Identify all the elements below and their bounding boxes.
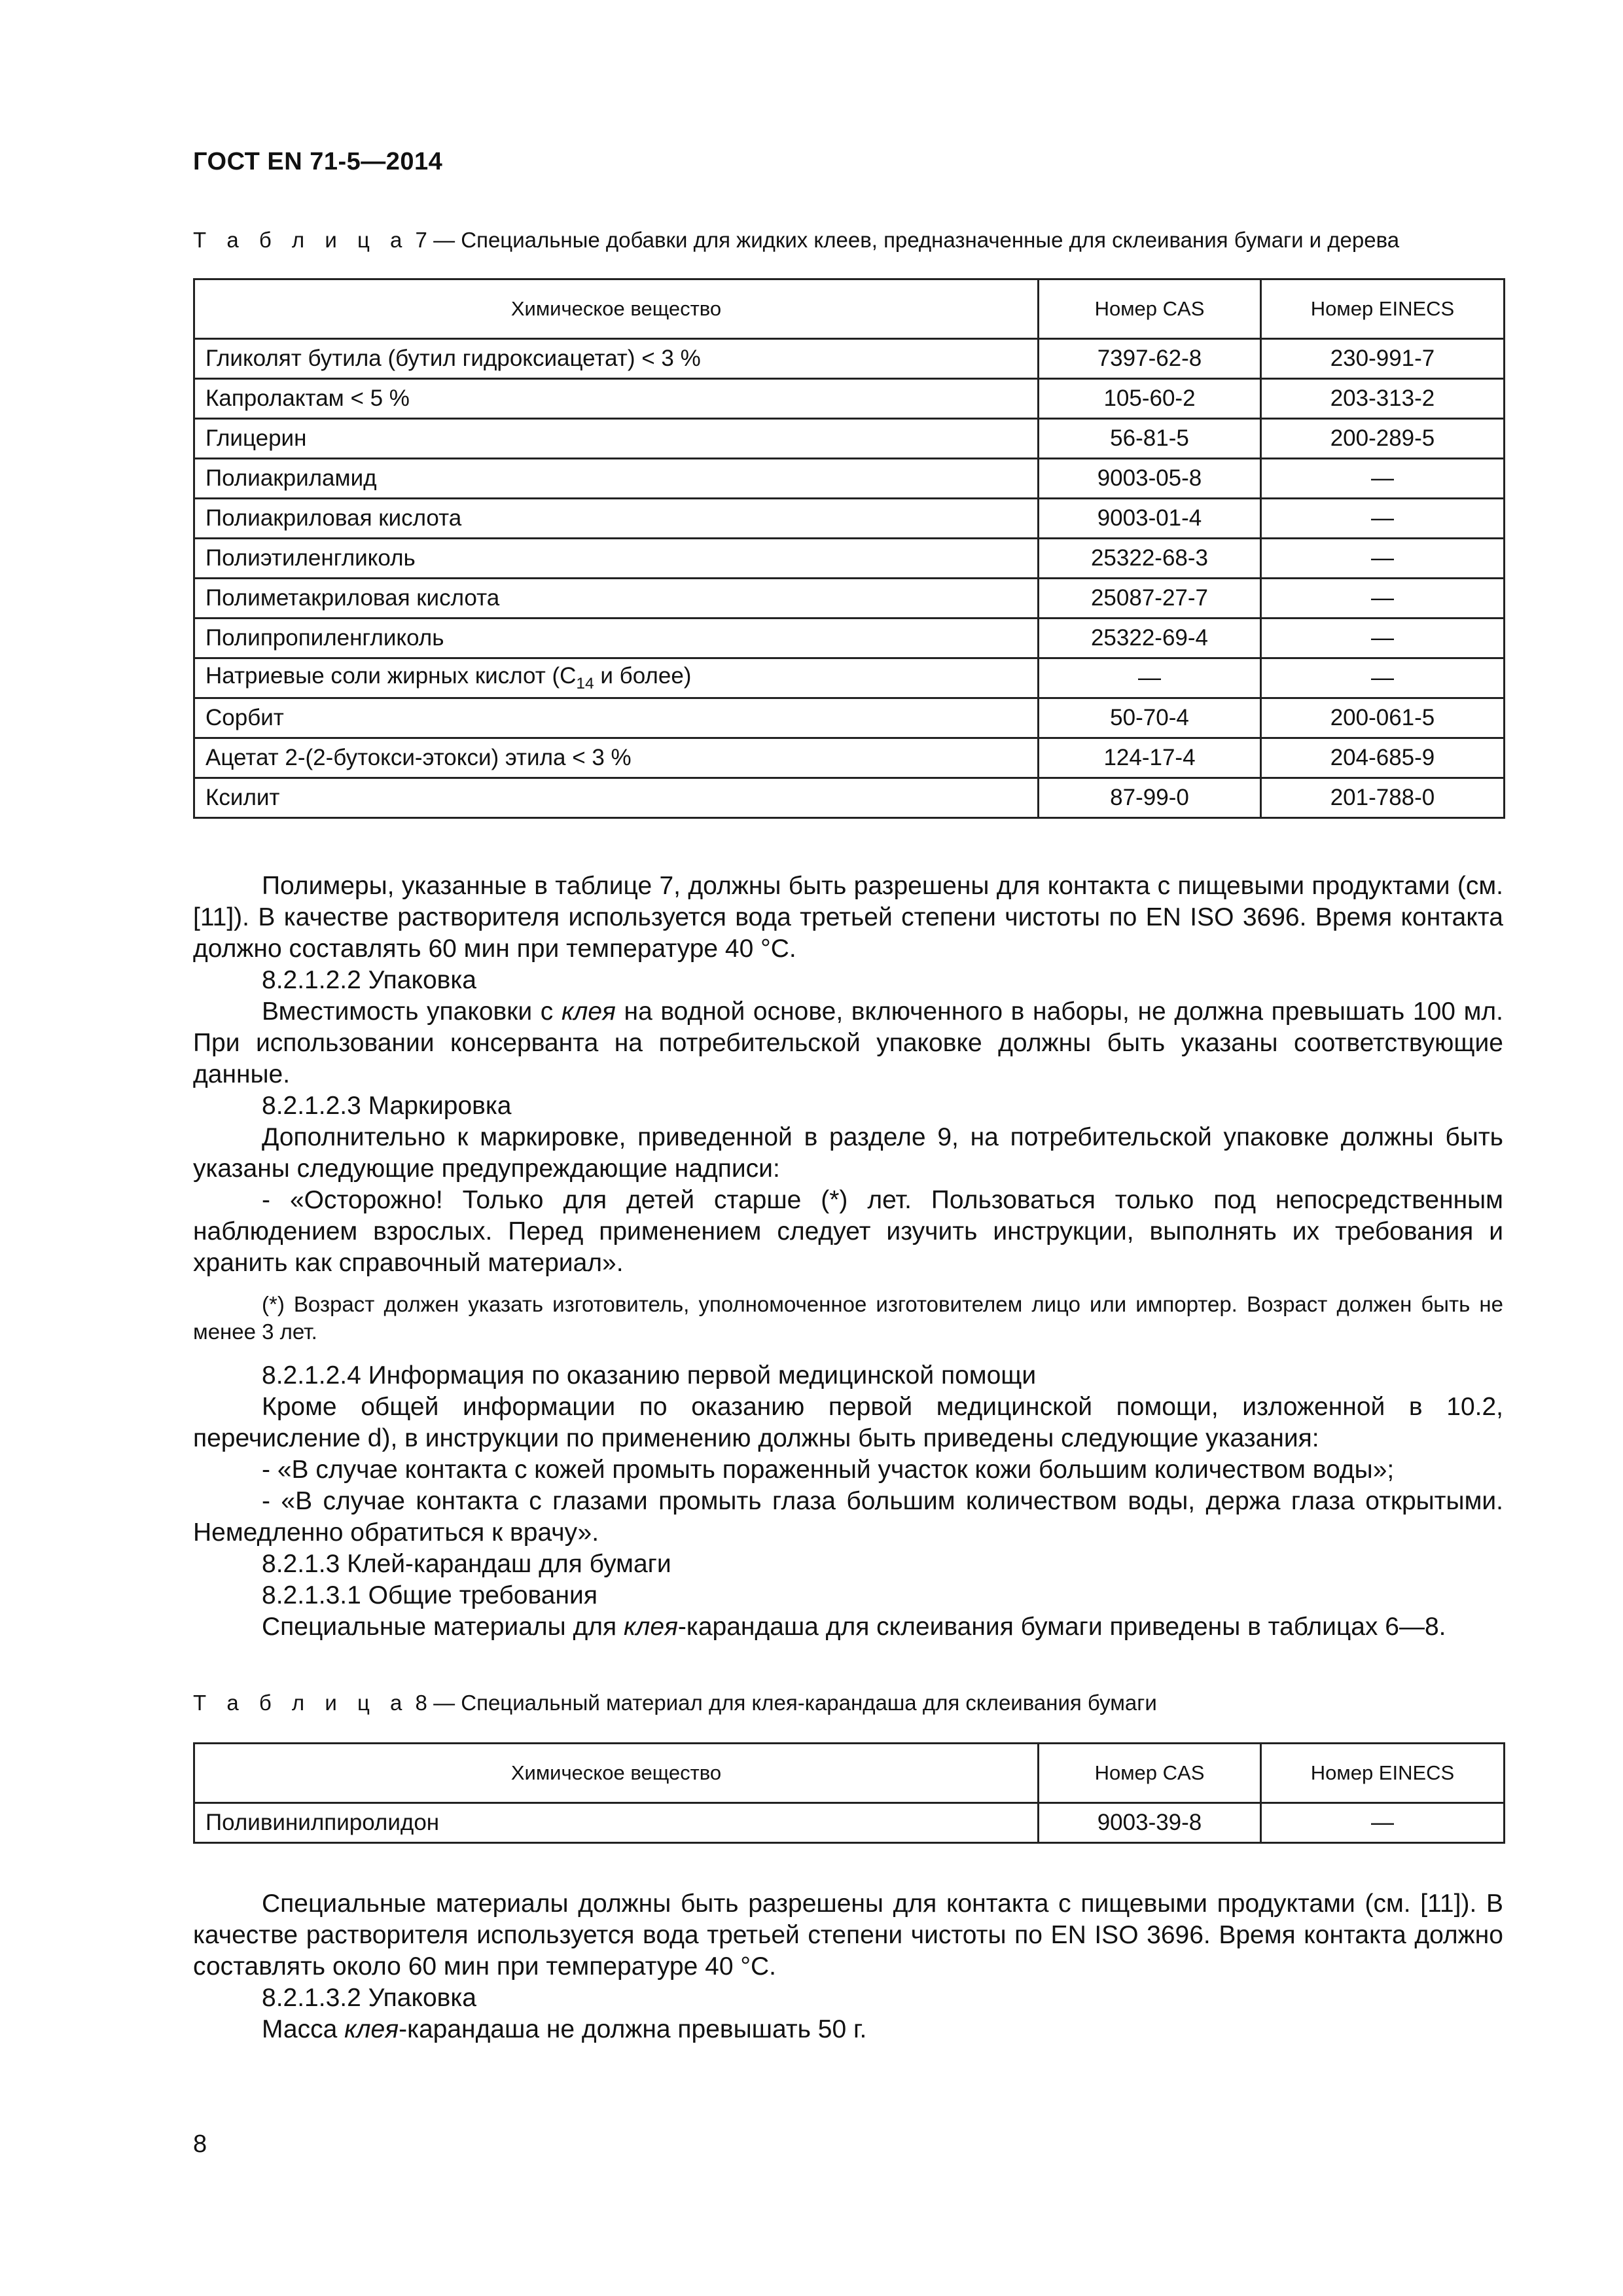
- table-row: [194, 539, 1505, 579]
- cas-cell: 9003-01-4: [1039, 499, 1261, 539]
- substance-cell: Полиэтиленгликоль: [194, 539, 1039, 579]
- substance-cell: Ксилит: [194, 778, 1039, 818]
- table7-header-row: [194, 279, 1505, 339]
- table8-header-substance: Химическое вещество: [194, 1744, 1039, 1803]
- paragraph: Масса клея-карандаша не должна превышать 50 г.: [262, 2015, 867, 2043]
- page-number: 8: [193, 2130, 207, 2158]
- substance-cell: Натриевые соли жирных кислот ($C_{14}$ и более): [194, 658, 1039, 698]
- section-heading-8-2-1-2-2: 8.2.1.2.2 Упаковка: [262, 966, 476, 994]
- einecs-cell: 204-685-9: [1261, 738, 1505, 778]
- body-text-section-2: [193, 1888, 1503, 2045]
- cas-cell: 124-17-4: [1039, 738, 1261, 778]
- paragraph: Кроме общей информации по оказанию первой медицинской помощи, изложенной в 10.2, перечисление d), в инструкции по применению должны быть приведены следующие указания:: [193, 1393, 1503, 1452]
- table8-header-row: [194, 1744, 1505, 1803]
- table8-header-cas: Номер CAS: [1039, 1744, 1261, 1803]
- paragraph: - «В случае контакта с глазами промыть глаза большим количеством воды, держа глаза открытыми. Немедленно обратиться к врачу».: [193, 1487, 1503, 1547]
- substance-cell: Глицерин: [194, 419, 1039, 459]
- table-row: [194, 499, 1505, 539]
- cas-cell: 25322-68-3: [1039, 539, 1261, 579]
- table-row: [194, 419, 1505, 459]
- substance-cell: Сорбит: [194, 698, 1039, 738]
- substance-cell: Капролактам < 5 %: [194, 379, 1039, 419]
- table-row: [194, 619, 1505, 658]
- table7-title: — Специальные добавки для жидких клеев, предназначенные для склеивания бумаги и дерева: [427, 228, 1400, 252]
- substance-cell: Полиметакриловая кислота: [194, 579, 1039, 619]
- table-row: [194, 339, 1505, 379]
- substance-cell: Ацетат 2-(2-бутокси-этокси) этила < 3 %: [194, 738, 1039, 778]
- substance-cell: Полиакриловая кислота: [194, 499, 1039, 539]
- einecs-cell: 200-289-5: [1261, 419, 1505, 459]
- table8-header-einecs: Номер EINECS: [1261, 1744, 1505, 1803]
- table7-header-cas: Номер CAS: [1039, 279, 1261, 339]
- substance-cell: Поливинилпиролидон: [194, 1803, 1039, 1843]
- einecs-cell: 201-788-0: [1261, 778, 1505, 818]
- table-row: [194, 778, 1505, 818]
- footnote: (*) Возраст должен указать изготовитель, уполномоченное изготовителем лицо или импортер. Возраст должен быть не менее 3 лет.: [193, 1292, 1503, 1344]
- einecs-cell: —: [1261, 579, 1505, 619]
- table7-caption: [193, 228, 1399, 253]
- paragraph: Вместимость упаковки с клея на водной основе, включенного в наборы, не должна превышать 100 мл. При использовании консерванта на потребительской упаковке должны быть указаны соответствующие данные.: [193, 997, 1504, 1088]
- table8-title: — Специальный материал для клея-карандаша для склеивания бумаги: [427, 1691, 1157, 1715]
- table8-label: Т а б л и ц а: [193, 1691, 410, 1715]
- table7-header-substance: Химическое вещество: [194, 279, 1039, 339]
- body-text-section-1: [193, 870, 1503, 1643]
- section-heading-8-2-1-2-3: 8.2.1.2.3 Маркировка: [262, 1092, 512, 1120]
- einecs-cell: —: [1261, 499, 1505, 539]
- einecs-cell: —: [1261, 1803, 1505, 1843]
- cas-cell: 25087-27-7: [1039, 579, 1261, 619]
- table-row: [194, 459, 1505, 499]
- section-heading-8-2-1-3-2: 8.2.1.3.2 Упаковка: [262, 1984, 476, 2012]
- paragraph: - «В случае контакта с кожей промыть пораженный участок кожи большим количеством воды»;: [262, 1456, 1395, 1484]
- substance-cell: Полипропиленгликоль: [194, 619, 1039, 658]
- table-row: [194, 698, 1505, 738]
- paragraph: Полимеры, указанные в таблице 7, должны быть разрешены для контакта с пищевыми продуктами (см. [11]). В качестве растворителя используется вода третьей степени чистоты по EN ISO 3696. Время контакта должно составлять 60 мин при температуре 40 °С.: [193, 872, 1503, 963]
- cas-cell: 9003-39-8: [1039, 1803, 1261, 1843]
- einecs-cell: —: [1261, 459, 1505, 499]
- einecs-cell: 203-313-2: [1261, 379, 1505, 419]
- table7: [193, 278, 1505, 819]
- document-code: ГОСТ EN 71-5—2014: [193, 148, 443, 175]
- paragraph: Дополнительно к маркировке, приведенной в разделе 9, на потребительской упаковке должны быть указаны следующие предупреждающие надписи:: [193, 1123, 1503, 1183]
- einecs-cell: —: [1261, 539, 1505, 579]
- einecs-cell: 230-991-7: [1261, 339, 1505, 379]
- table7-number: 7: [415, 228, 427, 252]
- table-row: [194, 579, 1505, 619]
- table8-number: 8: [415, 1691, 427, 1715]
- paragraph: - «Осторожно! Только для детей старше (*) лет. Пользоваться только под непосредственным наблюдением взрослых. Перед применением следует изучить инструкции, выполнять их требования и хранить как справочный материал».: [193, 1186, 1503, 1277]
- cas-cell: 25322-69-4: [1039, 619, 1261, 658]
- cas-cell: 7397-62-8: [1039, 339, 1261, 379]
- section-heading-8-2-1-3-1: 8.2.1.3.1 Общие требования: [262, 1581, 597, 1609]
- substance-cell: Гликолят бутила (бутил гидроксиацетат) < 3 %: [194, 339, 1039, 379]
- table8: [193, 1742, 1505, 1844]
- table7-header-einecs: Номер EINECS: [1261, 279, 1505, 339]
- table-row: [194, 658, 1505, 698]
- cas-cell: —: [1039, 658, 1261, 698]
- einecs-cell: 200-061-5: [1261, 698, 1505, 738]
- paragraph: Специальные материалы для клея-карандаша для склеивания бумаги приведены в таблицах 6—8.: [262, 1613, 1446, 1641]
- table-row: [194, 379, 1505, 419]
- section-heading-8-2-1-2-4: 8.2.1.2.4 Информация по оказанию первой медицинской помощи: [262, 1361, 1037, 1390]
- section-heading-8-2-1-3: 8.2.1.3 Клей-карандаш для бумаги: [262, 1550, 671, 1578]
- table-row: [194, 738, 1505, 778]
- einecs-cell: —: [1261, 619, 1505, 658]
- table8-caption: [193, 1691, 1157, 1715]
- cas-cell: 56-81-5: [1039, 419, 1261, 459]
- table-row: [194, 1803, 1505, 1843]
- cas-cell: 9003-05-8: [1039, 459, 1261, 499]
- cas-cell: 105-60-2: [1039, 379, 1261, 419]
- paragraph: Специальные материалы должны быть разрешены для контакта с пищевыми продуктами (см. [11]). В качестве растворителя используется вода третьей степени чистоты по EN ISO 3696. Время контакта должно составлять около 60 мин при температуре 40 °С.: [193, 1890, 1503, 1981]
- cas-cell: 50-70-4: [1039, 698, 1261, 738]
- cas-cell: 87-99-0: [1039, 778, 1261, 818]
- substance-cell: Полиакриламид: [194, 459, 1039, 499]
- table7-label: Т а б л и ц а: [193, 228, 410, 252]
- einecs-cell: —: [1261, 658, 1505, 698]
